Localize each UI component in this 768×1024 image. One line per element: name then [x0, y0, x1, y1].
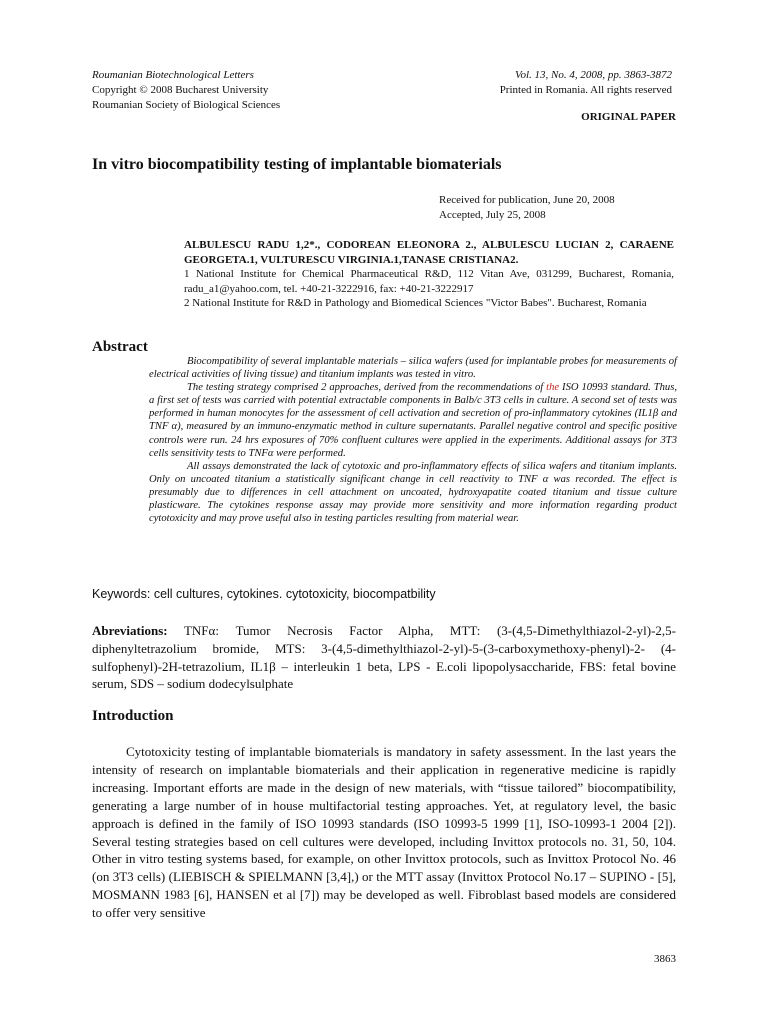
author-block: [184, 238, 674, 311]
paper-title: In vitro biocompatibility testing of implantable biomaterials: [92, 156, 502, 173]
abstract-paragraph-1: Biocompatibility of several implantable materials – silica wafers (used for implantable probes for measurements of electrical activities of living tissue) and titanium implants was tested in vitro.: [149, 356, 677, 381]
introduction-heading: Introduction: [92, 708, 174, 724]
printed-line: Printed in Romania. All rights reserved: [499, 84, 672, 96]
keywords-line: Keywords: cell cultures, cytokines. cytotoxicity, biocompatbility: [92, 587, 436, 601]
abstract-heading: Abstract: [92, 339, 148, 355]
journal-header-right: [500, 68, 672, 98]
affiliation-1: 1 National Institute for Chemical Pharmaceutical R&D, 112 Vitan Ave, 031299, Bucharest, Romania, radu_a1@yahoo.com, tel. +40-21-3222916, fax: +40-21-3222917: [184, 268, 674, 295]
abstract-p2-part-a: The testing strategy comprised 2 approaches, derived from the recommendations of: [187, 382, 547, 394]
abstract-p2-highlight: the: [546, 382, 560, 394]
journal-header-left: [92, 68, 280, 113]
abbreviations-label: Abreviations:: [92, 623, 168, 638]
author-names: ALBULESCU RADU 1,2*., CODOREAN ELEONORA 2., ALBULESCU LUCIAN 2, CARAENE GEORGETA.1, VULTURESCU VIRGINIA.1,TANASE CRISTIANA2.: [184, 239, 674, 266]
abstract-p2-part-b: ISO 10993 standard. Thus, a first set of tests was carried with potential extractable components in Balb/c 3T3 cells in culture. A second set of tests was performed in human monocytes for the assessment of cell activation and secretion of pro-inflammatory cytokines (IL1β and TNF α), measured by an immuno-enzymatic method in culture supernatants. Parallel negative control and specific positive controls were run. 24 hrs exposures of 70% confluent cultures were applied in the experiments. Additional assays for 3T3 cells sensitivity tests to TNFα were performed.: [149, 382, 677, 459]
page-number: 3863: [654, 953, 676, 965]
abstract-paragraph-3: All assays demonstrated the lack of cytotoxic and pro-inflammatory effects of silica wafers and titanium implants. Only on uncoated titanium a statistically significant change in cell reactivity to TNF α was recorded. The effect is presumably due to differences in cell attachment on uncoated, hydroxyapatite coated titanium and tissue culture plasticware. The cytokines response assay may provide more sensitivity and more information regarding product cytotoxicity and may prove useful also in testing particles resulting from material wear.: [149, 460, 677, 525]
abbreviations-block: [92, 622, 676, 693]
accepted-line: Accepted, July 25, 2008: [439, 209, 546, 221]
abstract-paragraph-2: [149, 381, 677, 460]
received-line: Received for publication, June 20, 2008: [439, 194, 615, 206]
abstract-body: [149, 355, 677, 525]
society-line: Roumanian Society of Biological Sciences: [92, 99, 281, 111]
paper-type-label: ORIGINAL PAPER: [581, 111, 676, 123]
introduction-body: [92, 743, 676, 922]
abbreviations-text: TNFα: Tumor Necrosis Factor Alpha, MTT: (3-(4,5-Dimethylthiazol-2-yl)-2,5-diphenyltetrazolium bromide, MTS: 3-(4,5-dimethylthiazol-2-yl)-5-(3-carboxymethoxy-phenyl)-2- (4-sulfophenyl)-2H-tetrazolium, IL1β – interleukin 1 beta, LPS - E.coli lipopolysaccharide, FBS: fetal bovine serum, SDS – sodium dodecylsulphate: [92, 623, 676, 692]
introduction-paragraph: Cytotoxicity testing of implantable biomaterials is mandatory in safety assessment. In the last years the intensity of research on implantable biomaterials and their application in regenerative medicine is rapidly increasing. Important efforts are made in the design of new materials, with “tissue tailored” biocompatibility, generating a large number of in house multifactorial testing approaches. Yet, at regulatory level, the basic approach is defined in the family of ISO 10993 standards (ISO 10993-5 1999 [1], ISO-10993-1 2004 [2]). Several testing strategies based on cell cultures were developed, including Invittox protocols no. 31, 50, 104. Other in vitro testing systems based, for example, on other Invittox protocols, such as Invittox Protocol No. 46 (on 3T3 cells) (LIEBISCH & SPIELMANN [3,4],) or the MTT assay (Invittox Protocol No.17 – SUPINO - [5], MOSMANN 1983 [6], HANSEN et al [7]) may be developed as well. Fibroblast based models are considered to offer very sensitive: [92, 744, 676, 921]
affiliation-2: 2 National Institute for R&D in Pathology and Biomedical Sciences "Victor Babes". Bucharest, Romania: [184, 297, 647, 310]
received-dates: [439, 193, 615, 223]
volume-line: Vol. 13, No. 4, 2008, pp. 3863-3872: [514, 69, 672, 81]
journal-title: Roumanian Biotechnological Letters: [92, 69, 254, 81]
copyright-line: Copyright © 2008 Bucharest University: [92, 84, 269, 96]
